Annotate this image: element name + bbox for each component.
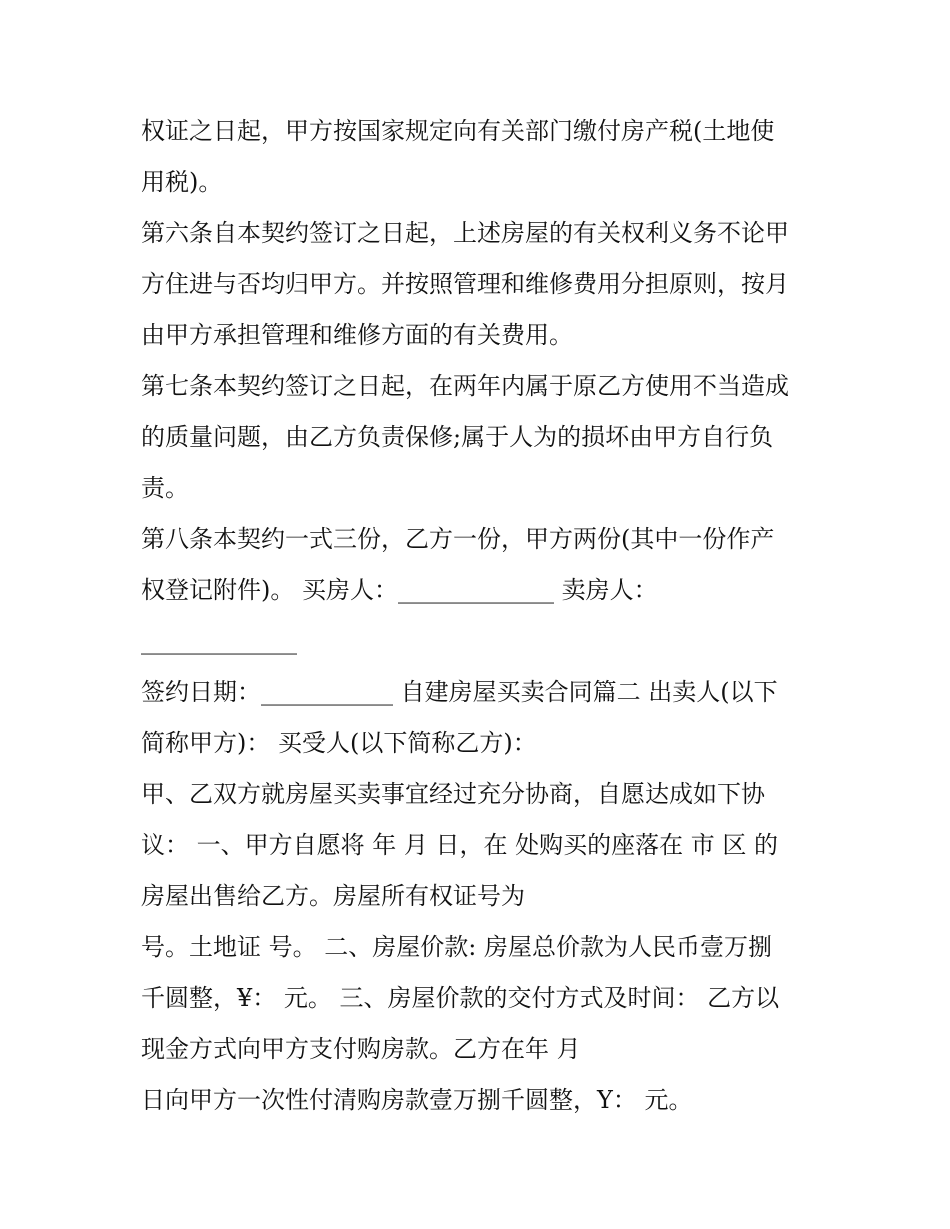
text-line: 号。土地证 号。 二、房屋价款: 房屋总价款为人民币壹万捌 bbox=[141, 933, 772, 961]
text-line: 用税)。 bbox=[141, 168, 223, 196]
text-line: 由甲方承担管理和维修方面的有关费用。 bbox=[141, 321, 573, 349]
text-line: 议： 一、甲方自愿将 年 月 日，在 处购买的座落在 市 区 的 bbox=[141, 831, 779, 859]
text-line: 房屋出售给乙方。房屋所有权证号为 bbox=[141, 882, 525, 910]
text-line: _____________ bbox=[141, 627, 297, 655]
text-line: 现金方式向甲方支付购房款。乙方在年 月 bbox=[141, 1035, 581, 1063]
text-line: 日向甲方一次性付清购房款壹万捌千圆整，Y： 元。 bbox=[141, 1086, 693, 1114]
document-body bbox=[141, 106, 821, 1126]
text-line: 权证之日起，甲方按国家规定向有关部门缴付房产税(土地使 bbox=[141, 117, 775, 145]
text-line: 第六条自本契约签订之日起，上述房屋的有关权利义务不论甲 bbox=[141, 219, 789, 247]
text-line: 方住进与否均归甲方。并按照管理和维修费用分担原则，按月 bbox=[141, 270, 789, 298]
text-line: 第八条本契约一式三份，乙方一份，甲方两份(其中一份作产 bbox=[141, 525, 775, 553]
text-line: 签约日期：___________ 自建房屋买卖合同篇二 出卖人(以下 bbox=[141, 678, 778, 706]
text-line: 的质量问题，由乙方负责保修;属于人为的损坏由甲方自行负 bbox=[141, 423, 774, 451]
text-line: 权登记附件)。 买房人：_____________ 卖房人： bbox=[141, 576, 658, 604]
text-line: 甲、乙双方就房屋买卖事宜经过充分协商，自愿达成如下协 bbox=[141, 780, 765, 808]
text-line: 责。 bbox=[141, 474, 189, 502]
text-line: 简称甲方)： 买受人(以下简称乙方)： bbox=[141, 729, 537, 757]
text-line: 千圆整，¥： 元。 三、房屋价款的交付方式及时间： 乙方以 bbox=[141, 984, 780, 1012]
text-line: 第七条本契约签订之日起，在两年内属于原乙方使用不当造成 bbox=[141, 372, 789, 400]
